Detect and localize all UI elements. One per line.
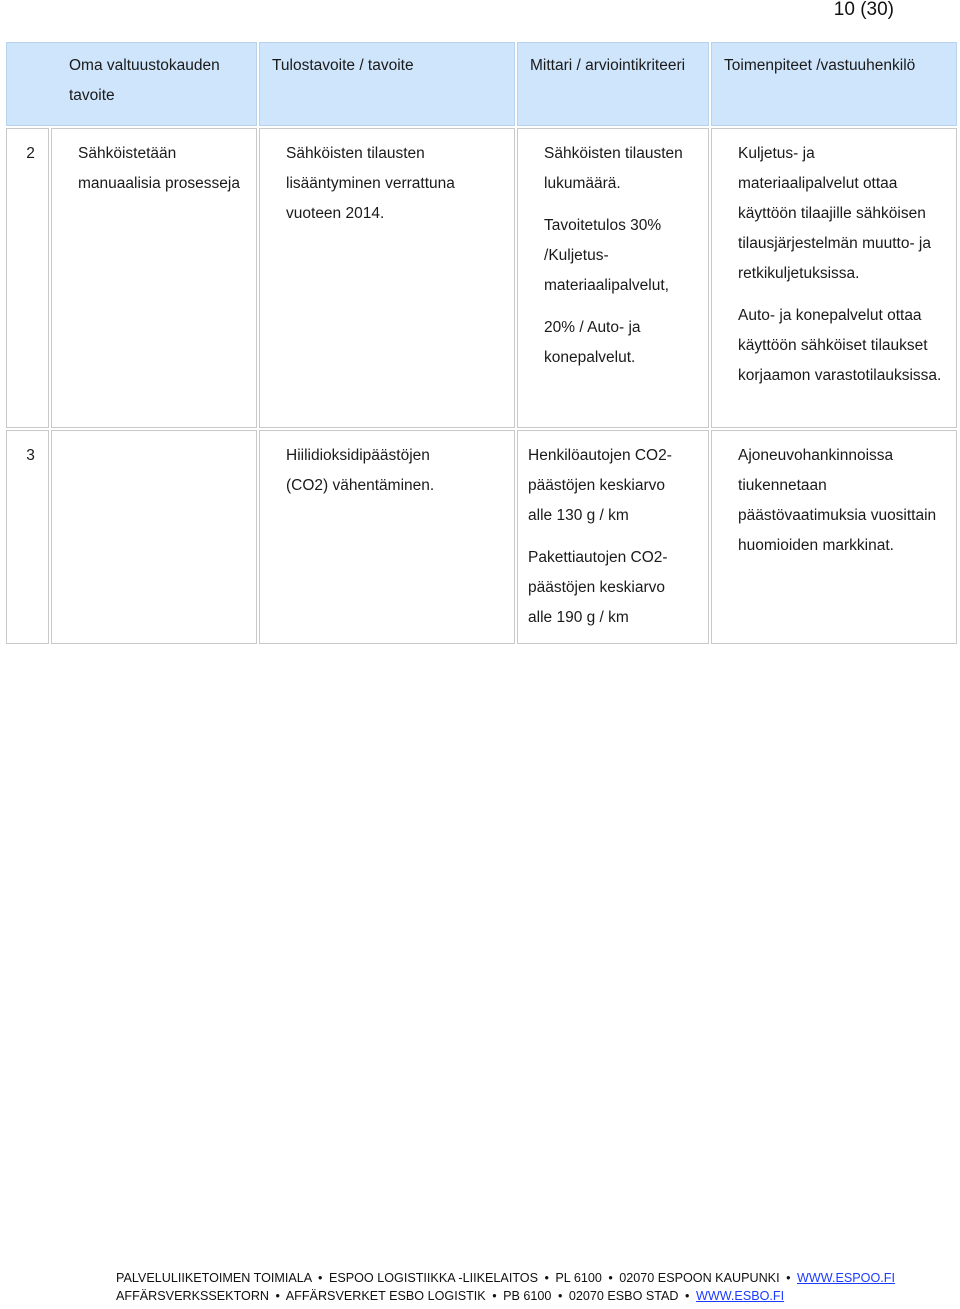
footer-text: ESPOO LOGISTIIKKA -LIIKELAITOS bbox=[328, 1271, 538, 1285]
row-metric-line: /Kuljetus- bbox=[544, 247, 609, 264]
row-metric-line: alle 130 g / km bbox=[528, 507, 629, 524]
footer-text: 02070 ESBO STAD bbox=[568, 1289, 679, 1303]
footer-bullet: • bbox=[685, 1289, 690, 1303]
header-term-goal-line2: tavoite bbox=[69, 87, 115, 104]
header-result-target: Tulostavoite / tavoite bbox=[259, 42, 515, 126]
row-metric-line: Pakettiautojen CO2- bbox=[528, 549, 668, 566]
row-metric-line: lukumäärä. bbox=[544, 175, 621, 192]
header-metric: Mittari / arviointikriteeri bbox=[517, 42, 709, 126]
header-actions: Toimenpiteet /vastuuhenkilö bbox=[711, 42, 957, 126]
footer-text: PALVELULIIKETOIMEN TOIMIALA bbox=[116, 1271, 312, 1285]
row-goal bbox=[51, 430, 257, 644]
footer-text: PL 6100 bbox=[555, 1271, 602, 1285]
row-number: 2 bbox=[6, 128, 49, 428]
row-actions-line: Auto- ja konepalvelut ottaa bbox=[738, 307, 922, 324]
header-term-goal bbox=[6, 42, 257, 126]
row-metric-line: päästöjen keskiarvo bbox=[528, 477, 666, 494]
footer-bullet: • bbox=[608, 1271, 613, 1285]
row-metric-line: 20% / Auto- ja bbox=[544, 319, 641, 336]
table-row bbox=[6, 430, 957, 644]
row-target bbox=[259, 128, 515, 428]
row-actions-line: korjaamon varastotilauksissa. bbox=[738, 367, 942, 384]
row-actions-line: materiaalipalvelut ottaa bbox=[738, 175, 898, 192]
footer-bullet: • bbox=[544, 1271, 549, 1285]
footer-bullet: • bbox=[275, 1289, 280, 1303]
row-metric-line: Sähköisten tilausten bbox=[544, 145, 683, 162]
row-number: 3 bbox=[6, 430, 49, 644]
row-metric-line: konepalvelut. bbox=[544, 349, 636, 366]
row-actions bbox=[711, 128, 957, 428]
footer-link-espoo[interactable]: WWW.ESPOO.FI bbox=[797, 1271, 895, 1285]
footer-bullet: • bbox=[318, 1271, 323, 1285]
row-target-line: Sähköisten tilausten bbox=[286, 145, 425, 162]
footer-line-fi bbox=[116, 1269, 895, 1287]
row-metric-line: alle 190 g / km bbox=[528, 609, 629, 626]
row-target bbox=[259, 430, 515, 644]
footer-bullet: • bbox=[786, 1271, 791, 1285]
row-actions bbox=[711, 430, 957, 644]
page-number: 10 (30) bbox=[833, 0, 894, 20]
table-header-row bbox=[6, 42, 957, 126]
footer-bullet: • bbox=[557, 1289, 563, 1303]
row-target-line: lisääntyminen verrattuna bbox=[286, 175, 455, 192]
row-actions-line: retkikuljetuksissa. bbox=[738, 265, 860, 282]
row-actions-line: käyttöön sähköiset tilaukset bbox=[738, 337, 928, 354]
row-metric bbox=[517, 128, 709, 428]
header-term-goal-line1: Oma valtuustokauden bbox=[69, 57, 220, 74]
footer-text: 02070 ESPOON KAUPUNKI bbox=[619, 1271, 780, 1285]
footer-text: PB 6100 bbox=[503, 1289, 552, 1303]
row-goal-line: manuaalisia prosesseja bbox=[78, 175, 240, 192]
row-metric-line: päästöjen keskiarvo bbox=[528, 579, 666, 596]
row-actions-line: tiukennetaan bbox=[738, 477, 827, 494]
row-metric-line: Henkilöautojen CO2- bbox=[528, 447, 672, 464]
row-actions-line: käyttöön tilaajille sähköisen bbox=[738, 205, 926, 222]
row-actions-line: Ajoneuvohankinnoissa bbox=[738, 447, 894, 464]
row-actions-line: tilausjärjestelmän muutto- ja bbox=[738, 235, 931, 252]
row-metric bbox=[517, 430, 709, 644]
footer-bullet: • bbox=[492, 1289, 497, 1303]
row-target-line: Hiilidioksidipäästöjen bbox=[286, 447, 430, 464]
row-goal-line: Sähköistetään bbox=[78, 145, 177, 162]
footer-line-sv bbox=[116, 1287, 895, 1305]
footer bbox=[116, 1269, 895, 1305]
row-actions-line: päästövaatimuksia vuosittain bbox=[738, 507, 937, 524]
row-actions-line: huomioiden markkinat. bbox=[738, 537, 894, 554]
footer-link-esbo[interactable]: WWW.ESBO.FI bbox=[695, 1289, 785, 1303]
row-goal bbox=[51, 128, 257, 428]
footer-text: AFFÄRSVERKET ESBO LOGISTIK bbox=[285, 1289, 486, 1303]
table-row bbox=[6, 128, 957, 428]
goals-table bbox=[4, 40, 959, 646]
row-target-line: (CO2) vähentäminen. bbox=[286, 477, 435, 494]
row-metric-line: materiaalipalvelut, bbox=[544, 277, 669, 294]
footer-text: AFFÄRSVERKSSEKTORN bbox=[116, 1289, 270, 1303]
row-target-line: vuoteen 2014. bbox=[286, 205, 385, 222]
row-actions-line: Kuljetus- ja bbox=[738, 145, 815, 162]
row-metric-line: Tavoitetulos 30% bbox=[544, 217, 662, 234]
